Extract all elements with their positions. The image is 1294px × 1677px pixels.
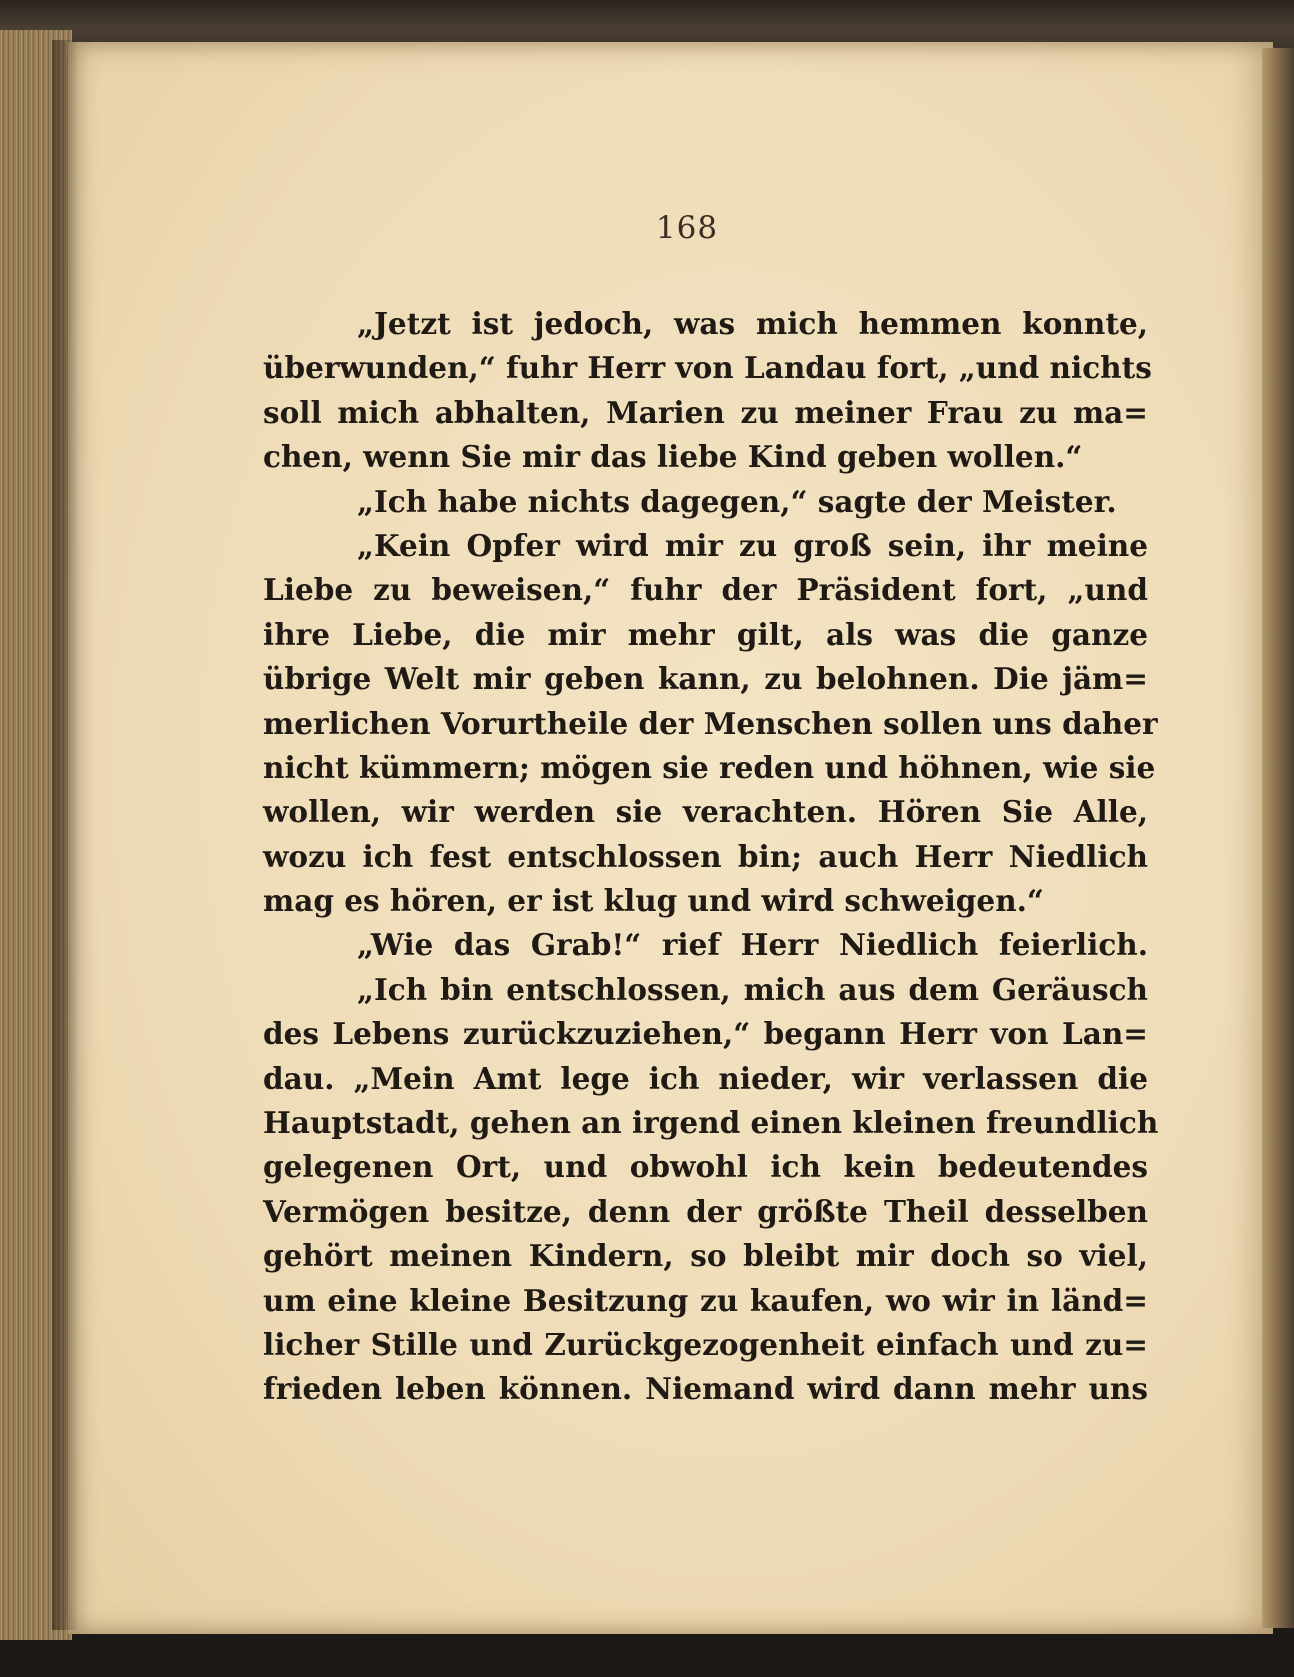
text-line: licher Stille und Zurückgezogenheit einfach und zu= bbox=[263, 1326, 1148, 1362]
text-line: Liebe zu beweisen,“ fuhr der Präsident fort, „und bbox=[263, 572, 1148, 608]
page-stack-right bbox=[1262, 48, 1294, 1628]
text-line: gelegenen Ort, und obwohl ich kein bedeutendes bbox=[263, 1149, 1148, 1185]
text-line: des Lebens zurückzuziehen,“ begann Herr von Lan= bbox=[263, 1016, 1148, 1052]
text-line: nicht kümmern; mögen sie reden und höhnen, wie sie bbox=[263, 749, 1156, 785]
text-line: überwunden,“ fuhr Herr von Landau fort, „und nichts bbox=[263, 350, 1152, 386]
text-line: Vermögen besitze, denn der größte Theil desselben bbox=[263, 1193, 1148, 1229]
text-line: frieden leben können. Niemand wird dann mehr uns bbox=[263, 1371, 1148, 1407]
text-line: ihre Liebe, die mir mehr gilt, als was die ganze bbox=[263, 616, 1148, 652]
text-line: „Kein Opfer wird mir zu groß sein, ihr meine bbox=[357, 527, 1148, 563]
text-line: soll mich abhalten, Marien zu meiner Frau zu ma= bbox=[263, 394, 1148, 430]
text-line: übrige Welt mir geben kann, zu belohnen. Die jäm= bbox=[263, 661, 1148, 697]
text-line: um eine kleine Besitzung zu kaufen, wo wir in länd= bbox=[263, 1282, 1148, 1318]
text-line: merlichen Vorurtheile der Menschen sollen uns daher bbox=[263, 705, 1158, 741]
page-number: 168 bbox=[655, 210, 719, 246]
text-line: chen, wenn Sie mir das liebe Kind geben wollen.“ bbox=[263, 439, 1083, 475]
text-line: „Wie das Grab!“ rief Herr Niedlich feierlich. bbox=[357, 927, 1148, 963]
text-line: wollen, wir werden sie verachten. Hören Sie Alle, bbox=[263, 794, 1148, 830]
text-line: Hauptstadt, gehen an irgend einen kleinen freundlich bbox=[263, 1105, 1159, 1141]
text-line: „Ich bin entschlossen, mich aus dem Geräusch bbox=[357, 971, 1148, 1007]
text-line: mag es hören, er ist klug und wird schweigen.“ bbox=[263, 883, 1044, 919]
gutter-shadow bbox=[52, 40, 78, 1630]
text-line: gehört meinen Kindern, so bleibt mir doch so viel, bbox=[263, 1238, 1148, 1274]
text-line: wozu ich fest entschlossen bin; auch Herr Niedlich bbox=[263, 838, 1148, 874]
text-line: „Ich habe nichts dagegen,“ sagte der Meister. bbox=[357, 483, 1117, 519]
text-line: dau. „Mein Amt lege ich nieder, wir verlassen die bbox=[263, 1060, 1148, 1096]
text-line: „Jetzt ist jedoch, was mich hemmen konnte, bbox=[357, 306, 1148, 341]
body-text bbox=[263, 302, 1159, 1412]
